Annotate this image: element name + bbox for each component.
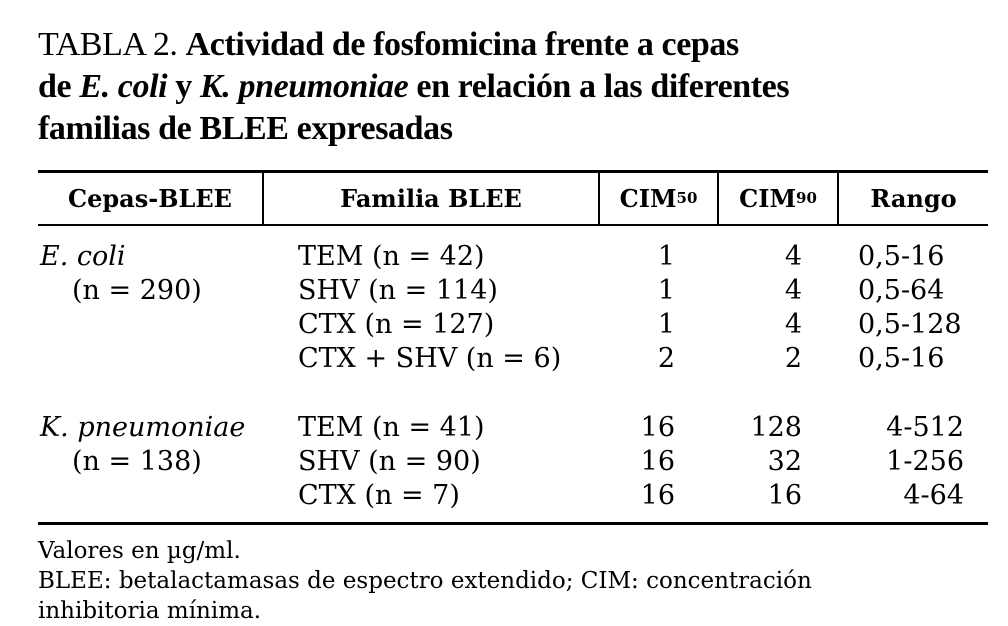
cim90-cell: 4: [784, 275, 802, 306]
range-cell: 4-512: [886, 412, 964, 443]
cim50-cell: 1: [657, 309, 675, 340]
cim90-cell: 32: [767, 446, 802, 477]
cim50-cell: 1: [657, 241, 675, 272]
title-organism-1: E. coli: [79, 68, 168, 105]
cim90-cell: 2: [784, 343, 802, 374]
range-cell: 4-64: [903, 480, 964, 511]
header-bottom-rule: [38, 224, 988, 226]
cim50-cell: 1: [657, 275, 675, 306]
title-line-3: [38, 108, 978, 150]
header-cim50-subscript: 50: [676, 189, 698, 207]
title-text-2c: en relación a las diferentes: [408, 68, 790, 105]
range-cell: 1-256: [886, 446, 964, 477]
header-cim50-label: CIM: [619, 183, 677, 213]
strain-name: K. pneumoniae: [40, 412, 246, 443]
family-cell: CTX (n = 7): [298, 480, 460, 511]
table-row: [0, 274, 1008, 307]
table-label: TABLA 2.: [38, 26, 178, 63]
header-cim50: [600, 172, 717, 224]
table-row: [0, 445, 1008, 478]
range-cell: 0,5-16: [858, 241, 945, 272]
family-cell: SHV (n = 90): [298, 446, 481, 477]
header-family: [264, 172, 598, 224]
table-title: [38, 24, 978, 150]
table-row: [0, 308, 1008, 341]
family-cell: TEM (n = 41): [298, 412, 485, 443]
title-text-3: familias de BLEE expresadas: [38, 110, 453, 147]
strain-count: (n = 138): [72, 446, 202, 477]
footnote-abbreviations-2: inhibitoria mínima.: [38, 598, 262, 624]
strain-count: (n = 290): [72, 275, 202, 306]
table-row: [0, 411, 1008, 444]
table-row: [0, 240, 1008, 273]
cim50-cell: 2: [657, 343, 675, 374]
cim90-cell: 4: [784, 309, 802, 340]
header-range: [839, 172, 988, 224]
range-cell: 0,5-16: [858, 343, 945, 374]
range-cell: 0,5-64: [858, 275, 945, 306]
range-cell: 0,5-128: [858, 309, 962, 340]
header-family-label: Familia BLEE: [340, 183, 522, 213]
cim90-cell: 128: [750, 412, 802, 443]
cim50-cell: 16: [640, 446, 675, 477]
title-text-2b: y: [167, 68, 200, 105]
cim90-cell: 16: [767, 480, 802, 511]
header-cim90: [719, 172, 837, 224]
table-row: [0, 479, 1008, 512]
family-cell: CTX + SHV (n = 6): [298, 343, 562, 374]
strain-name: E. coli: [40, 241, 126, 272]
header-cim90-subscript: 90: [796, 189, 817, 207]
header-range-label: Rango: [870, 183, 957, 213]
cim50-cell: 16: [640, 412, 675, 443]
table-row: [0, 342, 1008, 375]
family-cell: SHV (n = 114): [298, 275, 498, 306]
cim90-cell: 4: [784, 241, 802, 272]
footnote-units: Valores en µg/ml.: [38, 538, 241, 564]
header-strain: [38, 172, 262, 224]
family-cell: CTX (n = 127): [298, 309, 495, 340]
cim50-cell: 16: [640, 480, 675, 511]
title-text-2a: de: [38, 68, 80, 105]
table-footnotes: [38, 536, 988, 626]
header-strain-label: Cepas-BLEE: [68, 183, 232, 213]
title-text-1: Actividad de fosfomicina frente a cepas: [185, 26, 739, 63]
header-cim90-label: CIM: [739, 183, 797, 213]
title-organism-2: K. pneumoniae: [200, 68, 409, 105]
footnote-abbreviations-1: BLEE: betalactamasas de espectro extendido; CIM: concentración: [38, 568, 812, 594]
title-line-2: [38, 66, 978, 108]
table-bottom-rule: [38, 522, 988, 525]
family-cell: TEM (n = 42): [298, 241, 485, 272]
title-line-1: [38, 24, 978, 66]
